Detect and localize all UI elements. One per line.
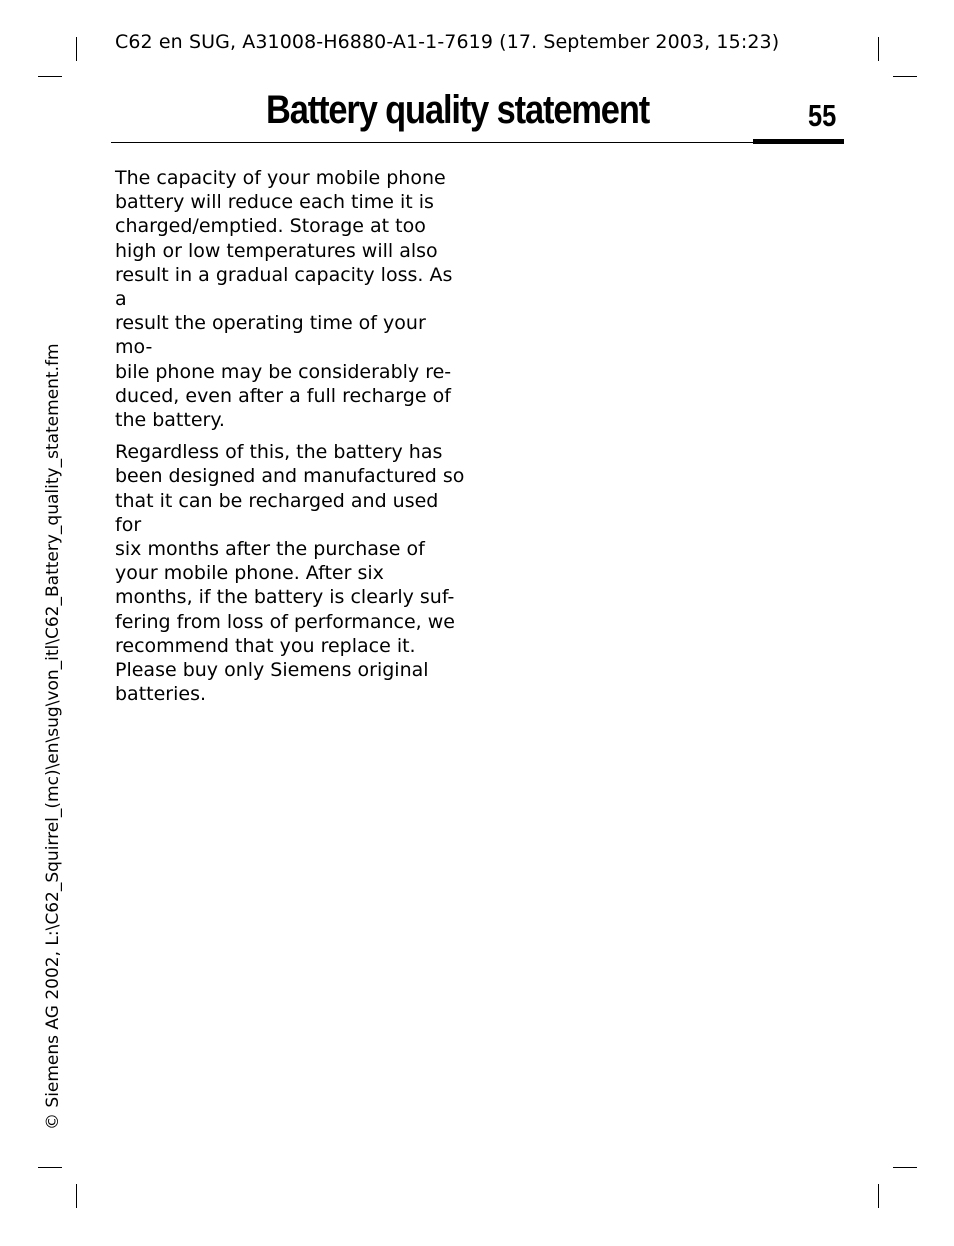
crop-mark	[38, 76, 62, 77]
body-text	[115, 166, 465, 714]
crop-mark	[878, 1184, 879, 1208]
title-rule	[111, 142, 753, 143]
crop-mark	[76, 37, 77, 61]
paragraph: Regardless of this, the battery has been designed and manufactured so that it can be recharged and used for six months after the purchase of your mobile phone. After six months, if the battery is clearly suf- fering from loss of performance, we recommend that you replace it. Please buy only Siemens original batteries.	[115, 441, 465, 706]
crop-mark	[878, 37, 879, 61]
side-margin-text: © Siemens AG 2002, L:\C62_Squirrel_(mc)\en\sug\von_itl\C62_Battery_quality_statement.fm	[43, 343, 63, 1130]
page-title: Battery quality statement	[266, 88, 650, 132]
crop-mark	[893, 1167, 917, 1168]
crop-mark	[38, 1167, 62, 1168]
document-header: C62 en SUG, A31008-H6880-A1-1-7619 (17. September 2003, 15:23)	[115, 31, 780, 53]
page-number-rule	[753, 139, 844, 144]
crop-mark	[76, 1184, 77, 1208]
page-number: 55	[808, 98, 837, 133]
crop-mark	[893, 76, 917, 77]
paragraph: The capacity of your mobile phone battery will reduce each time it is charged/emptied. Storage at too high or low temperatures will also result in a gradual capacity loss. As a result the operating time of your mo- bile phone may be considerably re- duced, even after a full recharge of the battery.	[115, 167, 453, 432]
